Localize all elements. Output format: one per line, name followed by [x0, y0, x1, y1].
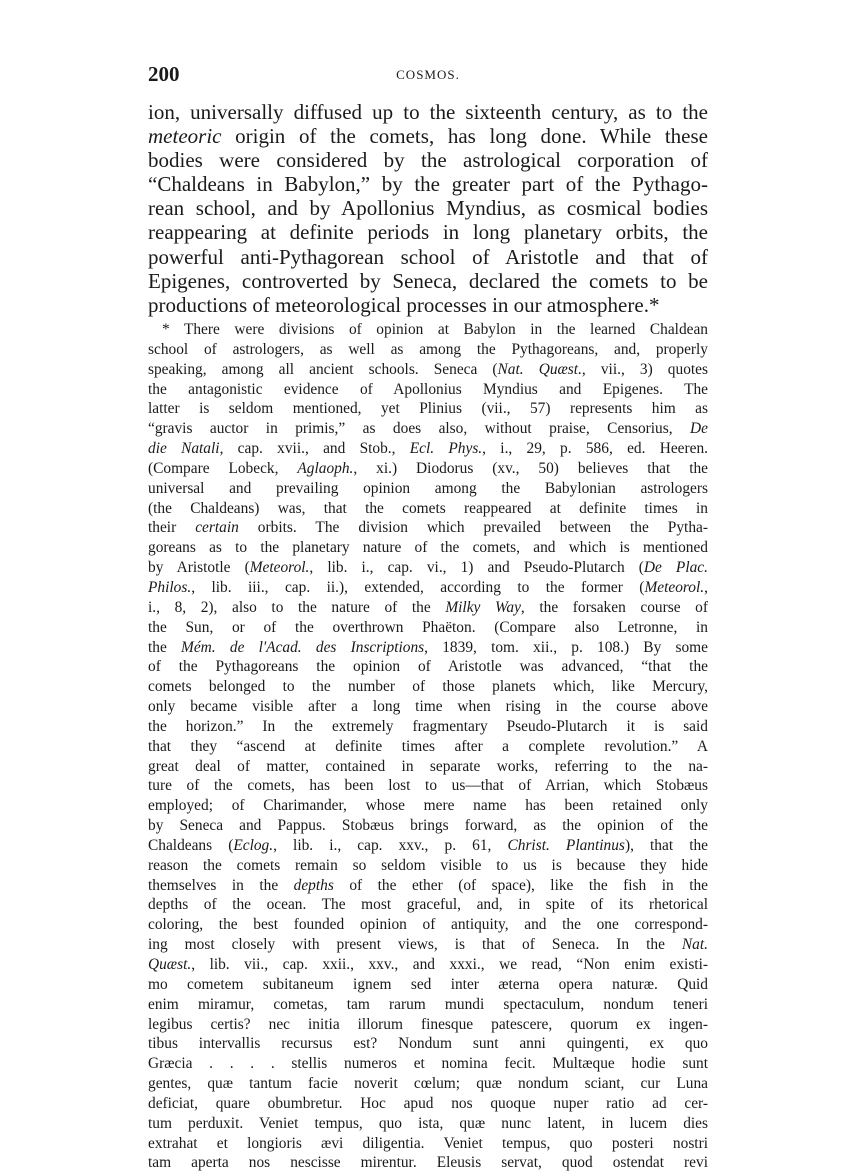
footnote-line: their certain orbits. The division which prevailed between the Pytha- — [148, 519, 708, 537]
footnote-line: Græcia . . . . stellis numeros et nomina fecit. Multæque hodie sunt — [148, 1055, 708, 1073]
footnote-line: speaking, among all ancient schools. Seneca (Nat. Quæst., vii., 3) quotes — [148, 360, 708, 378]
footnote-line: mo cometem subitaneum ignem sed inter æterna opera naturæ. Quid — [148, 975, 708, 993]
footnote-line: depths of the ocean. The most graceful, and, in spite of its rhetorical — [148, 896, 708, 914]
footnote-line: reason the comets remain so seldom visible to us is because they hide — [148, 856, 708, 874]
main-text — [148, 100, 708, 317]
main-text-line: productions of meteorological processes in our atmosphere.* — [148, 292, 660, 317]
footnote-line: by Aristotle (Meteorol., lib. i., cap. vi., 1) and Pseudo-Plutarch (De Plac. — [148, 559, 708, 577]
footnote-line: tibus intervallis recursus est? Nondum sunt anni quingenti, ex quo — [148, 1035, 708, 1053]
footnote-line: enim miramur, cometas, tam rarum mundi spectaculum, nondum teneri — [148, 995, 708, 1013]
footnote-line: universal and prevailing opinion among the Babylonian astrologers — [148, 479, 708, 497]
footnote-line: legibus certis? nec initia illorum finesque patescere, quorum ex ingen- — [148, 1015, 708, 1033]
footnote-line: of the Pythagoreans the opinion of Aristotle was advanced, “that the — [148, 658, 708, 676]
footnote-line: tam aperta nos nescisse mirentur. Eleusis servat, quod ostendat revi — [148, 1154, 708, 1172]
footnote-line: die Natali, cap. xvii., and Stob., Ecl. Phys., i., 29, p. 586, ed. Heeren. — [148, 440, 708, 458]
footnote-line: * There were divisions of opinion at Babylon in the learned Chaldean — [162, 321, 708, 338]
footnote-line: great deal of matter, contained in separate works, referring to the na- — [148, 757, 708, 775]
footnote-line: “gravis auctor in primis,” as does also, without praise, Censorius, De — [148, 420, 708, 438]
main-text-line: powerful anti-Pythagorean school of Aristotle and that of — [148, 244, 708, 269]
page-header — [148, 62, 708, 92]
footnote-line: by Seneca and Pappus. Stobæus brings forward, as the opinion of the — [148, 817, 708, 835]
footnote-line: extrahat et longioris ævi diligentia. Veniet tempus, quo posteri nostri — [148, 1134, 708, 1152]
footnote-line: the antagonistic evidence of Apollonius Myndius and Epigenes. The — [148, 380, 708, 398]
footnote-line: deficiat, quare obumbretur. Hoc apud nos quoque nuper ratio ad cer- — [148, 1094, 708, 1112]
footnote-line: ture of the comets, has been lost to us—that of Arrian, which Stobæus — [148, 777, 708, 795]
main-text-line: “Chaldeans in Babylon,” by the greater part of the Pythago- — [148, 172, 708, 197]
running-head: COSMOS. — [396, 67, 460, 82]
main-text-line: rean school, and by Apollonius Myndius, as cosmical bodies — [148, 196, 708, 221]
footnote-line: Quæst., lib. vii., cap. xxii., xxv., and xxxi., we read, “Non enim existi- — [148, 956, 708, 973]
main-text-line: ion, universally diffused up to the sixteenth century, as to the — [148, 100, 708, 124]
footnote-line: tum perduxit. Veniet tempus, quo ista, quæ nunc latent, in lucem dies — [148, 1114, 708, 1132]
main-text-line: bodies were considered by the astrological corporation of — [148, 148, 708, 173]
footnote-line: latter is seldom mentioned, yet Plinius (vii., 57) represents him as — [148, 400, 708, 418]
footnote-line: the Mém. de l'Acad. des Inscriptions, 1839, tom. xii., p. 108.) By some — [148, 638, 708, 656]
footnote-line: (Compare Lobeck, Aglaoph., xi.) Diodorus (xv., 50) believes that the — [148, 459, 708, 477]
footnote-line: themselves in the depths of the ether (of space), like the fish in the — [148, 876, 709, 894]
footnote-line: Philos., lib. iii., cap. ii.), extended, according to the former (Meteorol., — [148, 578, 708, 596]
footnote-line: coloring, the best founded opinion of antiquity, and the one correspond- — [148, 916, 708, 934]
footnote-line: employed; of Charimander, whose mere name has been retained only — [148, 797, 708, 815]
footnote-line: the horizon.” In the extremely fragmentary Pseudo-Plutarch it is said — [148, 717, 708, 735]
footnote-line: the Sun, or of the overthrown Phaëton. (Compare also Letronne, in — [148, 618, 708, 636]
footnote-line: school of astrologers, as well as among the Pythagoreans, and, properly — [148, 340, 708, 358]
page-number: 200 — [148, 62, 180, 86]
footnote-line: gentes, quæ tantum facie noverit cœlum; quæ nondum sciant, cur Luna — [148, 1075, 708, 1093]
footnote-line: ing most closely with present views, is that of Seneca. In the Nat. — [148, 936, 708, 954]
footnote — [148, 320, 708, 1173]
footnote-line: that they “ascend at definite times after a complete revolution.” A — [148, 737, 708, 755]
main-text-line: reappearing at definite periods in long planetary orbits, the — [148, 220, 708, 245]
footnote-line: (the Chaldeans) was, that the comets reappeared at definite times in — [148, 499, 708, 517]
footnote-line: goreans as to the planetary nature of the comets, and which is mentioned — [148, 539, 708, 557]
main-text-line: Epigenes, controverted by Seneca, declared the comets to be — [148, 268, 708, 293]
footnote-line: i., 8, 2), also to the nature of the Milky Way, the forsaken course of — [148, 598, 708, 616]
main-text-line: meteoric origin of the comets, has long done. While these — [148, 124, 708, 149]
footnote-line: comets belonged to the number of those planets which, like Mercury, — [148, 678, 708, 696]
footnote-line: Chaldeans (Eclog., lib. i., cap. xxv., p. 61, Christ. Plantinus), that the — [148, 836, 708, 854]
footnote-line: only became visible after a long time when rising in the course above — [148, 698, 708, 716]
